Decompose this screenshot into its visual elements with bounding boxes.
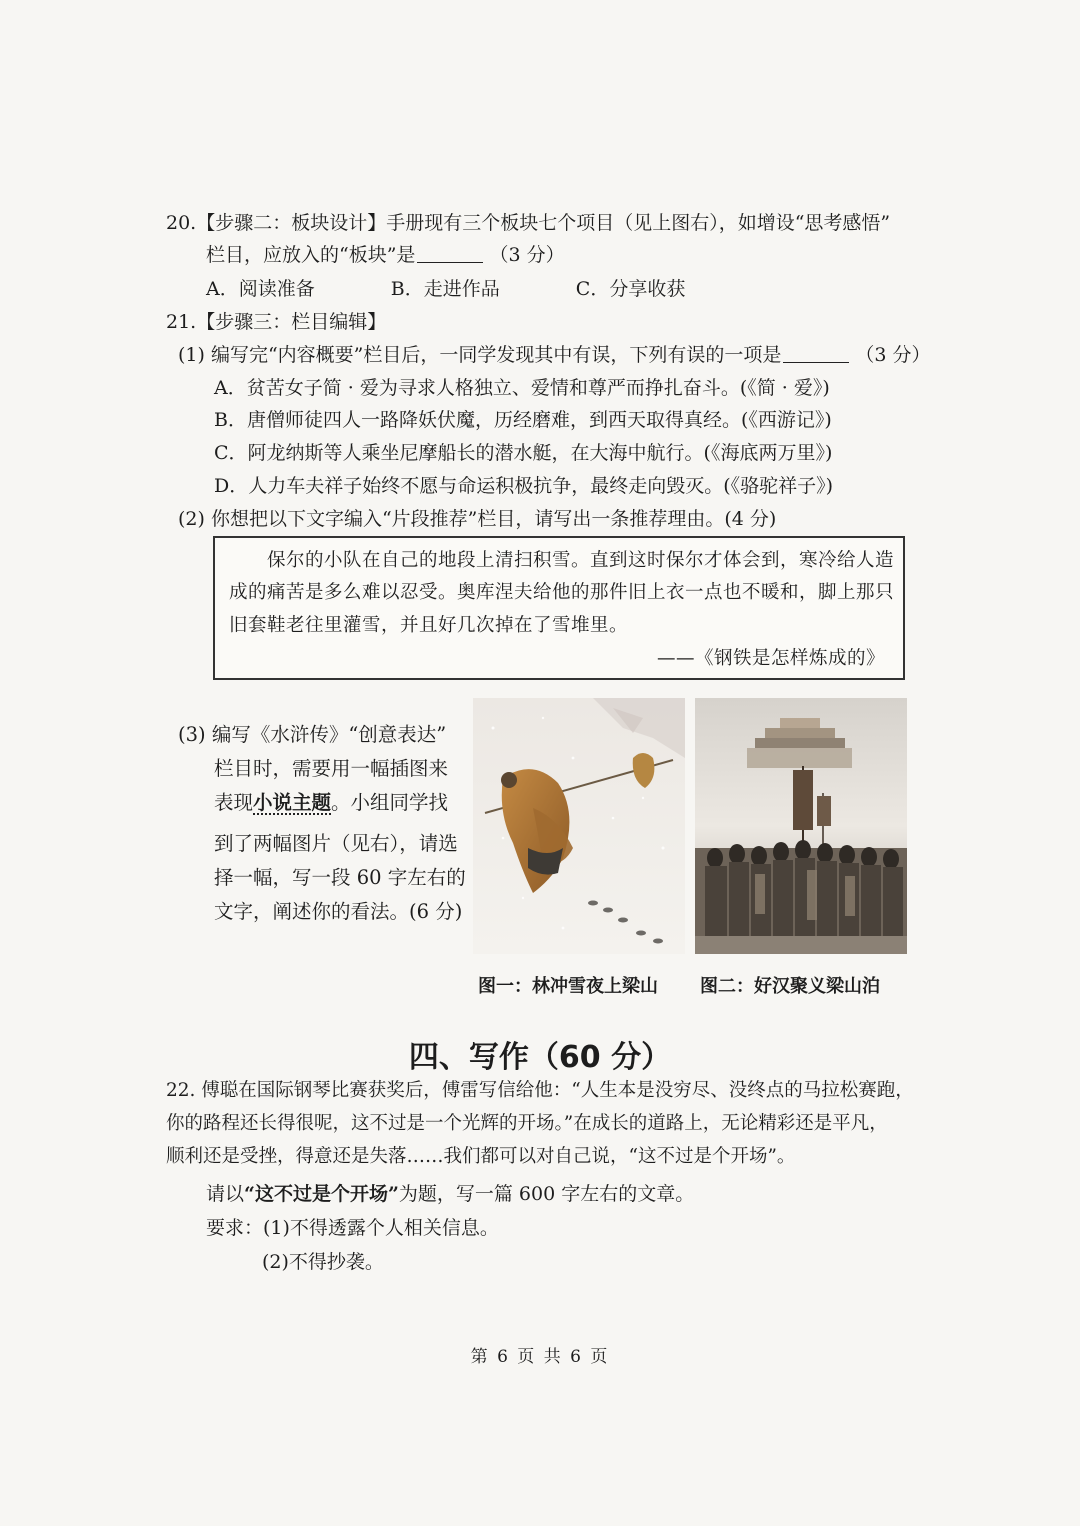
q21-option-b: B．唐僧师徒四人一路降妖伏魔，历经磨难，到西天取得真经。(《西游记》) xyxy=(214,409,832,431)
section-writing-title: 四、写作（60 分） xyxy=(408,1040,672,1075)
figure-lin-chong xyxy=(473,698,685,954)
q21-part3-line4: 到了两幅图片（见右），请选 xyxy=(214,832,458,855)
q20-line1: 20.【步骤二：板块设计】手册现有三个板块七个项目（见上图右），如增设“思考感悟” xyxy=(166,212,891,234)
q21-part2: (2) 你想把以下文字编入“片段推荐”栏目，请写出一条推荐理由。(4 分) xyxy=(178,508,777,530)
q20-option-c: C．分享收获 xyxy=(575,278,686,300)
figure2-caption: 图二：好汉聚义梁山泊 xyxy=(700,976,880,997)
q21-option-d: D．人力车夫祥子始终不愿与命运积极抗争，最终走向毁灭。(《骆驼祥子》) xyxy=(214,475,834,497)
requirement-2: (2)不得抄袭。 xyxy=(262,1251,384,1273)
novel-theme-emphasis: 小说主题 xyxy=(253,791,332,814)
lin-chong-illustration xyxy=(473,698,685,954)
q21-part3-line3: 表现小说主题。小组同学找 xyxy=(214,791,449,814)
quote-line-2: 成的痛苦是多么难以忍受。奥库涅夫给他的那件旧上衣一点也不暖和，脚上那只 xyxy=(229,582,895,603)
liangshan-heroes-illustration xyxy=(695,698,907,954)
figure1-caption: 图一：林冲雪夜上梁山 xyxy=(478,976,658,997)
answer-blank xyxy=(783,344,849,363)
q20-option-b: B．走进作品 xyxy=(390,278,500,300)
requirement-1: 要求：(1)不得透露个人相关信息。 xyxy=(206,1217,499,1239)
q21-option-a: A．贫苦女子简 · 爱为寻求人格独立、爱情和尊严而挣扎奋斗。(《简 · 爱》) xyxy=(214,377,830,399)
essay-title: “这不过是个开场” xyxy=(244,1183,399,1205)
q20-option-a: A．阅读准备 xyxy=(206,278,315,300)
answer-blank xyxy=(417,244,483,263)
q22-line1: 22. 傅聪在国际钢琴比赛获奖后，傅雷写信给他：“人生本是没穷尽、没终点的马拉松赛跑， xyxy=(166,1080,914,1101)
quote-line-1: 保尔的小队在自己的地段上清扫积雪。直到这时保尔才体会到，寒冷给人造 xyxy=(267,550,895,571)
quote-source: ——《钢铁是怎样炼成的》 xyxy=(656,648,885,669)
q20-options xyxy=(206,276,755,302)
q21-part3-line5: 择一幅，写一段 60 字左右的 xyxy=(214,866,466,889)
figure-liangshan-heroes xyxy=(695,698,907,954)
q21-part3-line1: (3) 编写《水浒传》“创意表达” xyxy=(178,723,447,746)
q22-line3: 顺利还是受挫，得意还是失落……我们都可以对自己说，“这不过是个开场”。 xyxy=(166,1146,796,1167)
page-footer: 第 6 页 共 6 页 xyxy=(470,1347,610,1367)
q21-part1: (1) 编写完“内容概要”栏目后，一同学发现其中有误，下列有误的一项是 （3 分） xyxy=(178,344,931,366)
quote-box xyxy=(213,536,905,680)
q20-line2: 栏目，应放入的“板块”是 （3 分） xyxy=(206,244,565,266)
q21-part3-line2: 栏目时，需要用一幅插图来 xyxy=(214,757,449,780)
writing-prompt: 请以“这不过是个开场”为题，写一篇 600 字左右的文章。 xyxy=(206,1183,695,1205)
quote-line-3: 旧套鞋老往里灌雪，并且好几次掉在了雪堆里。 xyxy=(229,615,629,636)
q21-option-c: C．阿龙纳斯等人乘坐尼摩船长的潜水艇，在大海中航行。(《海底两万里》) xyxy=(214,442,833,464)
q22-line2: 你的路程还长得很呢，这不过是一个光辉的开场。”在成长的道路上，无论精彩还是平凡， xyxy=(166,1113,888,1134)
q21-heading: 21.【步骤三：栏目编辑】 xyxy=(166,311,387,333)
q21-part3-line6: 文字，阐述你的看法。(6 分) xyxy=(214,900,463,923)
